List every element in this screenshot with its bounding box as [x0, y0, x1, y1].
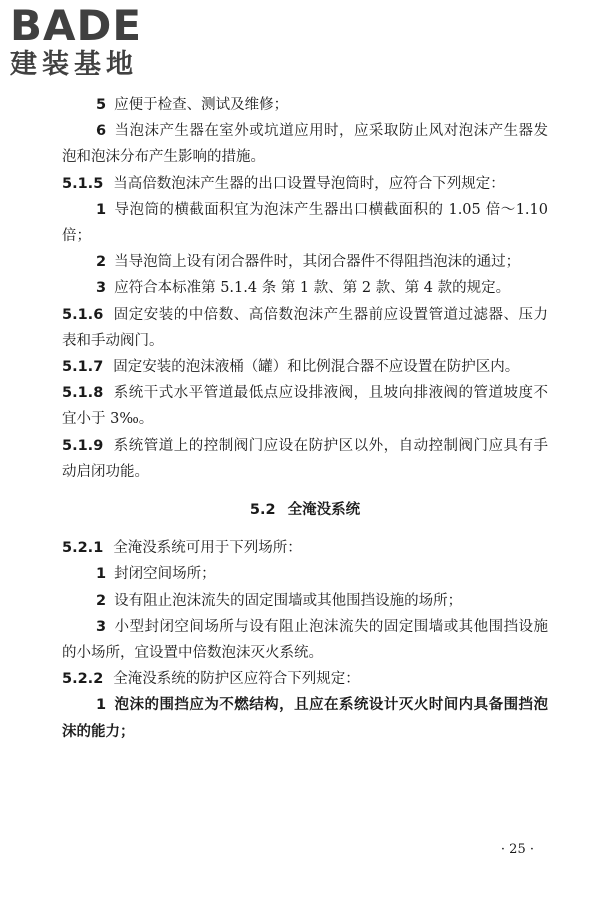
- item-text: 泡沫的围挡应为不燃结构，且应在系统设计灭火时间内具备围挡泡沫的能力；: [62, 697, 548, 740]
- item-text: 设有阻止泡沫流失的固定围墙或其他围挡设施的场所；: [114, 592, 463, 609]
- item-text: 小型封闭空间场所与设有阻止泡沫流失的固定围墙或其他围挡设施的小场所，宜设置中倍数泡沫灭火系统。: [62, 618, 548, 662]
- item-number: 1: [96, 201, 107, 218]
- item-number: 2: [96, 254, 107, 271]
- list-item: [62, 249, 548, 275]
- clause: [62, 535, 548, 561]
- item-text: 当导泡筒上设有闭合器件时，其闭合器件不得阻挡泡沫的通过；: [114, 254, 521, 271]
- item-number: 3: [96, 280, 107, 297]
- item-number: 2: [96, 592, 107, 609]
- list-item: [62, 197, 548, 249]
- clause-number: 5.2.2: [62, 671, 104, 688]
- clause: [62, 666, 548, 692]
- clause-text: 系统管道上的控制阀门应设在防护区以外，自动控制阀门应具有手动启闭功能。: [62, 437, 548, 480]
- item-text: 导泡筒的横截面积宜为泡沫产生器出口横截面积的 1.05 倍～1.10 倍；: [62, 201, 548, 245]
- list-item: [62, 588, 548, 614]
- clause-text: 固定安装的中倍数、高倍数泡沫产生器前应设置管道过滤器、压力表和手动阀门。: [62, 306, 548, 349]
- clause-text: 全淹没系统的防护区应符合下列规定：: [113, 671, 360, 688]
- list-item: [62, 118, 548, 170]
- clause-number: 5.2.1: [62, 540, 104, 557]
- clause: [62, 171, 548, 197]
- clause: [62, 433, 548, 485]
- logo-brand-text: BADE: [10, 1, 143, 50]
- list-item: [62, 275, 548, 301]
- clause-number: 5.1.7: [62, 359, 104, 376]
- clause-text: 固定安装的泡沫液桶（罐）和比例混合器不应设置在防护区内。: [113, 359, 520, 376]
- item-text: 应符合本标准第 5.1.4 条 第 1 款、第 2 款、第 4 款的规定。: [114, 280, 511, 297]
- section-title-text: 全淹没系统: [287, 502, 361, 519]
- item-text: 应便于检查、测试及维修；: [114, 97, 289, 113]
- list-item: [62, 92, 548, 118]
- list-item: [62, 561, 548, 587]
- item-text: 封闭空间场所；: [114, 566, 216, 583]
- list-item: [62, 614, 548, 666]
- item-number: 3: [96, 618, 107, 635]
- section-heading: [62, 497, 548, 523]
- clause: [62, 354, 548, 380]
- clause-number: 5.1.8: [62, 385, 104, 402]
- item-number: 5: [96, 97, 107, 113]
- page-number: · 25 ·: [500, 842, 534, 857]
- item-number: 1: [96, 566, 107, 583]
- document-body: [62, 92, 548, 745]
- clause-number: 5.1.9: [62, 437, 104, 454]
- section-number: 5.2: [249, 502, 276, 519]
- clause-text: 全淹没系统可用于下列场所：: [113, 540, 302, 557]
- logo-subtitle: 建装基地: [10, 49, 138, 80]
- clause-number: 5.1.6: [62, 306, 104, 323]
- clause: [62, 302, 548, 354]
- item-text: 当泡沫产生器在室外或坑道应用时，应采取防止风对泡沫产生器发泡和泡沫分布产生影响的措施。: [62, 123, 548, 166]
- clause: [62, 380, 548, 432]
- list-item: [62, 692, 548, 744]
- clause-number: 5.1.5: [62, 175, 104, 192]
- clause-text: 当高倍数泡沫产生器的出口设置导泡筒时，应符合下列规定：: [113, 175, 505, 192]
- item-number: 1: [96, 697, 107, 714]
- brand-logo: [10, 1, 180, 86]
- item-number: 6: [96, 123, 107, 140]
- clause-text: 系统干式水平管道最低点应设排液阀，且坡向排液阀的管道坡度不宜小于 3‰。: [62, 385, 548, 428]
